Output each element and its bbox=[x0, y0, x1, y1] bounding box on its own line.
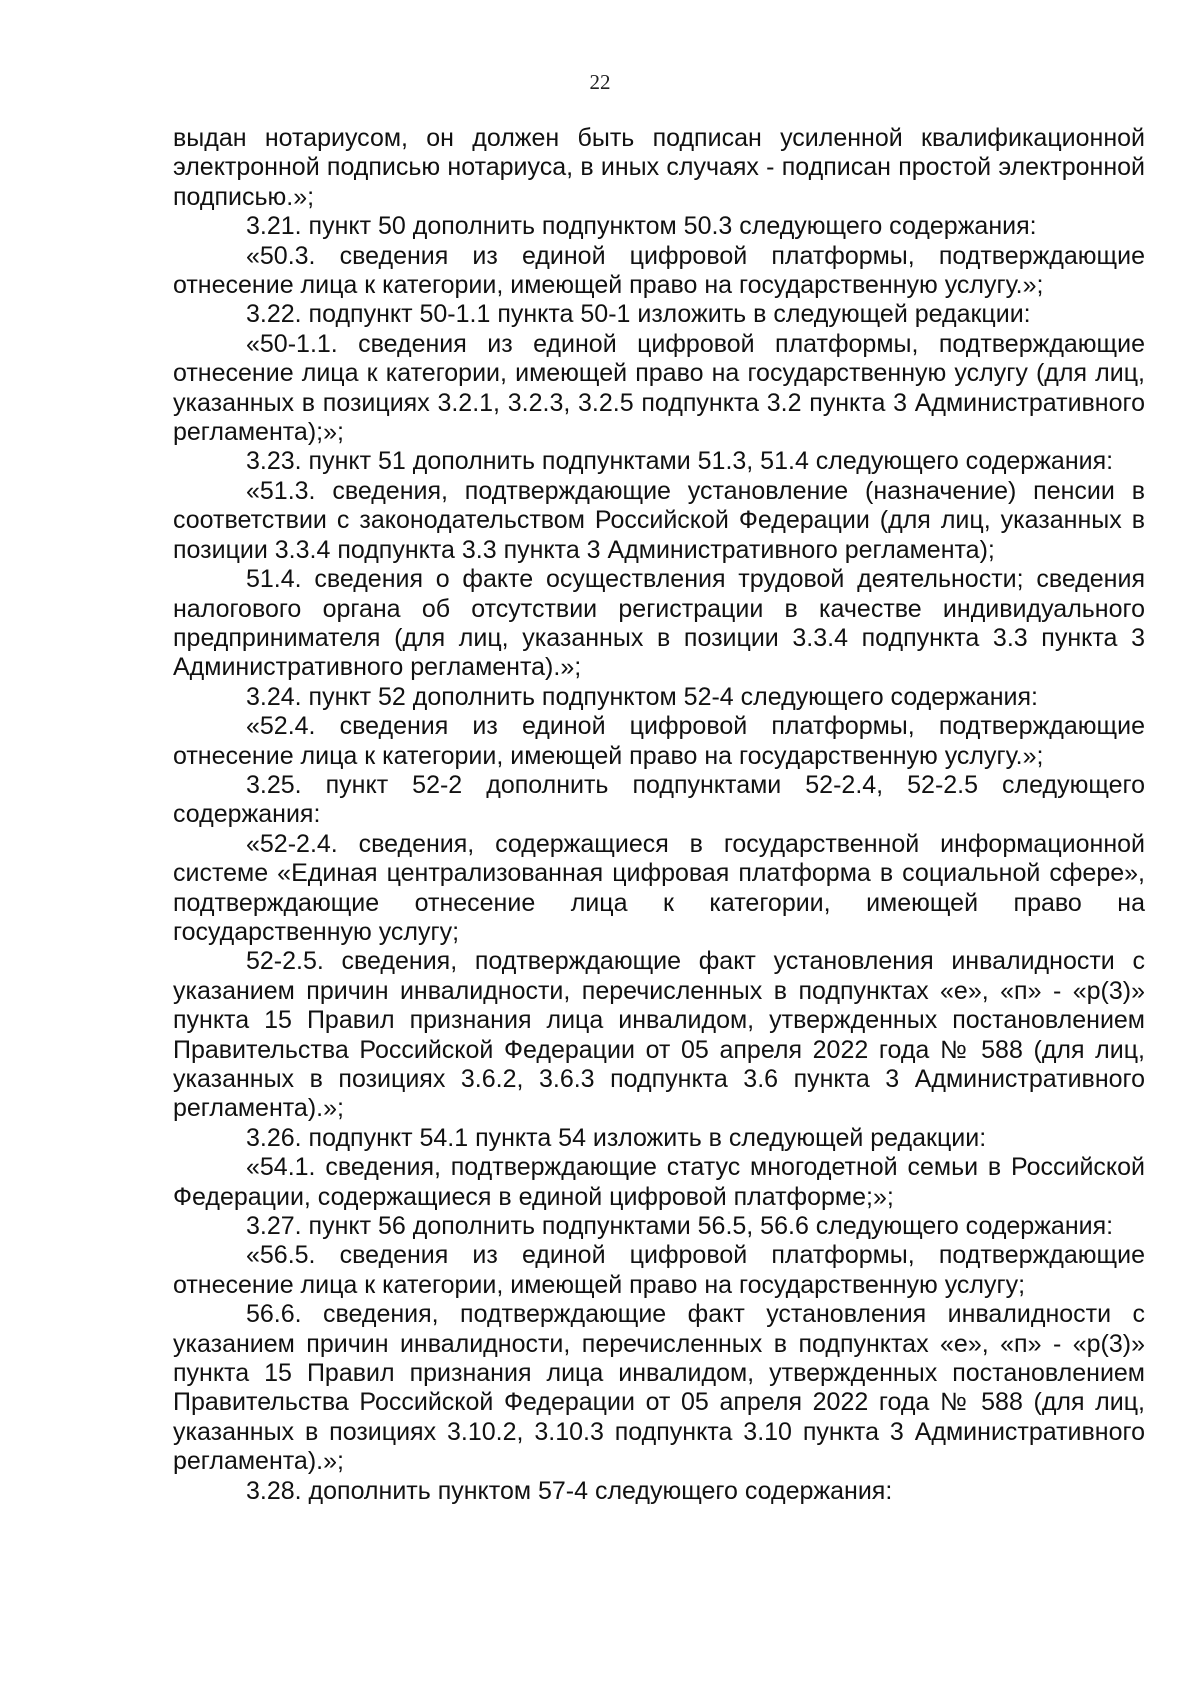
document-body bbox=[173, 124, 1145, 1506]
paragraph-item-3-21: 3.21. пункт 50 дополнить подпунктом 50.3 следующего содержания: bbox=[246, 212, 1037, 241]
paragraph-continuation: выдан нотариусом, он должен быть подписан усиленной квалификационной электронной подписью нотариуса, в иных случаях - подписан простой электронной подписью.»; bbox=[173, 124, 1145, 211]
paragraph-quote-52-4: «52.4. сведения из единой цифровой платформы, подтверждающие отнесение лица к категории, имеющей право на государственную услугу.»; bbox=[173, 712, 1145, 770]
paragraph-item-3-23: 3.23. пункт 51 дополнить подпунктами 51.3, 51.4 следующего содержания: bbox=[246, 447, 1114, 476]
paragraph-item-3-25: 3.25. пункт 52-2 дополнить подпунктами 52-2.4, 52-2.5 следующего содержания: bbox=[173, 770, 1145, 829]
paragraph-item-3-22: 3.22. подпункт 50-1.1 пункта 50-1 изложить в следующей редакции: bbox=[246, 300, 1031, 329]
paragraph-item-3-26: 3.26. подпункт 54.1 пункта 54 изложить в следующей редакции: bbox=[246, 1123, 987, 1152]
paragraph-quote-52-2-4: «52-2.4. сведения, содержащиеся в государственной информационной системе «Единая централизованная цифровая платформа в социальной сфере», подтверждающие отнесение лица к категории, имеющей право на государственную услугу; bbox=[173, 829, 1145, 946]
paragraph-item-3-24: 3.24. пункт 52 дополнить подпунктом 52-4 следующего содержания: bbox=[246, 682, 1038, 711]
paragraph-quote-51-3: «51.3. сведения, подтверждающие установление (назначение) пенсии в соответствии с законодательством Российской Федерации (для лиц, указанных в позиции 3.3.4 подпункта 3.3 пункта 3 Административного регламента); bbox=[173, 476, 1145, 564]
paragraph-item-3-27: 3.27. пункт 56 дополнить подпунктами 56.5, 56.6 следующего содержания: bbox=[246, 1212, 1114, 1241]
paragraph-quote-56-6: 56.6. сведения, подтверждающие факт установления инвалидности с указанием причин инвалидности, перечисленных в подпунктах «е», «п» - «р(3)» пункта 15 Правил признания лица инвалидом, утвержденных постановлением Правительства Российской Федерации от 05 апреля 2022 года № 588 (для лиц, указанных в позициях 3.10.2, 3.10.3 подпункта 3.10 пункта 3 Административного регламента).»; bbox=[173, 1300, 1145, 1476]
paragraph-quote-54-1: «54.1. сведения, подтверждающие статус многодетной семьи в Российской Федерации, содержащиеся в единой цифровой платформе;»; bbox=[173, 1153, 1145, 1211]
page-number: 22 bbox=[589, 70, 611, 94]
paragraph-quote-50-3: «50.3. сведения из единой цифровой платформы, подтверждающие отнесение лица к категории, имеющей право на государственную услугу.»; bbox=[173, 241, 1145, 300]
paragraph-quote-56-5: «56.5. сведения из единой цифровой платформы, подтверждающие отнесение лица к категории, имеющей право на государственную услугу; bbox=[173, 1241, 1145, 1299]
paragraph-quote-51-4: 51.4. сведения о факте осуществления трудовой деятельности; сведения налогового органа об отсутствии регистрации в качестве индивидуального предпринимателя (для лиц, указанных в позиции 3.3.4 подпункта 3.3 пункта 3 Административного регламента).»; bbox=[173, 565, 1145, 682]
paragraph-quote-50-1-1: «50-1.1. сведения из единой цифровой платформы, подтверждающие отнесение лица к категории, имеющей право на государственную услугу (для лиц, указанных в позициях 3.2.1, 3.2.3, 3.2.5 подпункта 3.2 пункта 3 Административного регламента);»; bbox=[173, 329, 1145, 447]
paragraph-item-3-28: 3.28. дополнить пунктом 57-4 следующего содержания: bbox=[246, 1476, 893, 1505]
paragraph-quote-52-2-5: 52-2.5. сведения, подтверждающие факт установления инвалидности с указанием причин инвалидности, перечисленных в подпунктах «е», «п» - «р(3)» пункта 15 Правил признания лица инвалидом, утвержденных постановлением Правительства Российской Федерации от 05 апреля 2022 года № 588 (для лиц, указанных в позициях 3.6.2, 3.6.3 подпункта 3.6 пункта 3 Административного регламента).»; bbox=[173, 947, 1145, 1123]
